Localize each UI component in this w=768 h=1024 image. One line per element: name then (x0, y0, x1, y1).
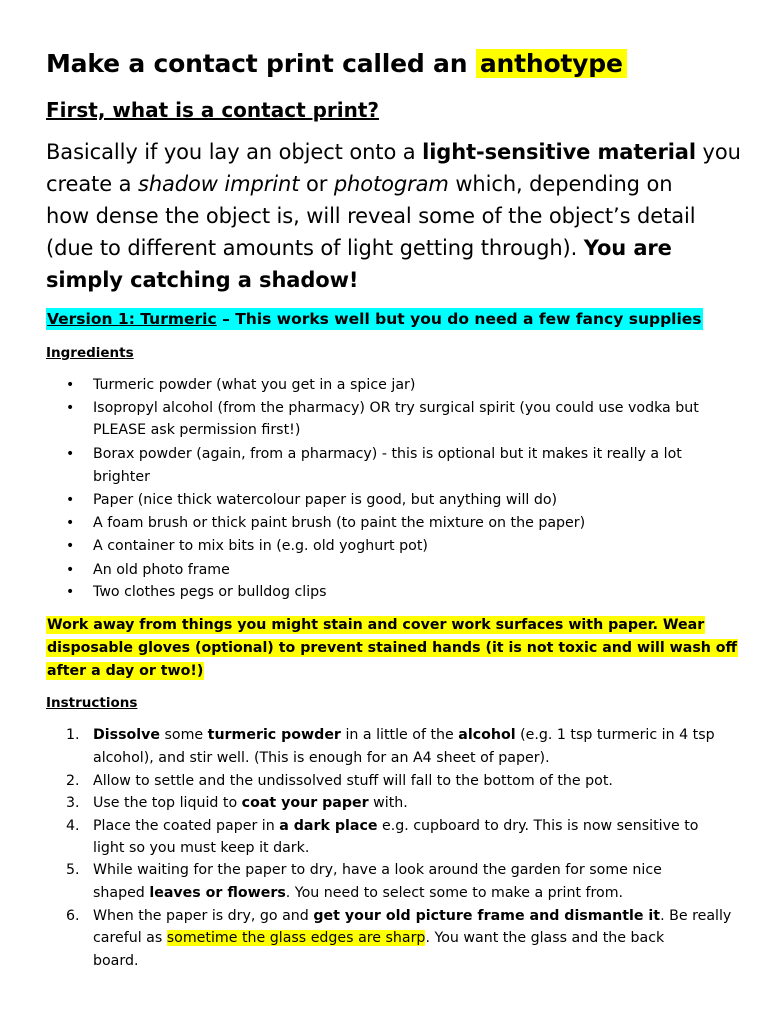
intro-bold-term: light-sensitive material (422, 140, 696, 164)
ingredient-item: Two clothes pegs or bulldog clips (93, 584, 327, 600)
instruction-step-1 (93, 724, 715, 746)
step-bold: coat your paper (241, 795, 369, 811)
step-text: in a little of the (340, 727, 459, 743)
step-number: 5. (66, 862, 80, 878)
step-text: . Be really (660, 908, 732, 924)
bullet-icon: • (66, 515, 75, 531)
instruction-step-1-continued: alcohol), and stir well. (This is enough for an A4 sheet of paper). (93, 750, 550, 766)
ingredient-item: A foam brush or thick paint brush (to paint the mixture on the paper) (93, 515, 586, 531)
ingredient-item: An old photo frame (93, 562, 230, 578)
intro-text: create a (46, 172, 138, 196)
intro-line-1 (46, 136, 741, 168)
bullet-icon: • (66, 538, 75, 554)
instruction-step-4-continued: light so you must keep it dark. (93, 840, 310, 856)
ingredients-heading: Ingredients (46, 345, 134, 361)
step-text: (e.g. 1 tsp turmeric in 4 tsp (515, 727, 715, 743)
warning-line-1 (46, 614, 705, 637)
version-heading (46, 306, 703, 332)
bullet-icon: • (66, 562, 75, 578)
bullet-icon: • (66, 377, 75, 393)
version-description: – This works well but you do need a few fancy supplies (216, 310, 702, 328)
step-highlight: sometime the glass edges are sharp (166, 930, 426, 946)
intro-line-4 (46, 232, 672, 264)
step-text: . You want the glass and the back (425, 930, 665, 946)
step-bold: alcohol (458, 727, 516, 743)
title-highlight: anthotype (476, 49, 627, 78)
step-text: shaped (93, 885, 150, 901)
step-bold: turmeric powder (207, 727, 341, 743)
step-text: Use the top liquid to (93, 795, 242, 811)
instruction-step-6-continued (93, 927, 664, 949)
version-label: Version 1: Turmeric (47, 310, 217, 328)
warning-text: Work away from things you might stain and cover work surfaces with paper. Wear (47, 617, 705, 633)
bullet-icon: • (66, 492, 75, 508)
intro-text: Basically if you lay an object onto a (46, 140, 423, 164)
version-highlight (46, 308, 703, 330)
instruction-step-6 (93, 905, 731, 927)
instruction-step-5-continued (93, 882, 623, 904)
intro-italic-term: shadow imprint (137, 172, 300, 196)
step-text: . You need to select some to make a print from. (285, 885, 624, 901)
step-number: 3. (66, 795, 80, 811)
intro-text: or (299, 172, 334, 196)
ingredient-item-continued: PLEASE ask permission first!) (93, 422, 301, 438)
intro-line-2 (46, 168, 672, 200)
ingredient-item: Isopropyl alcohol (from the pharmacy) OR try surgical spirit (you could use vodka but (93, 400, 699, 416)
instruction-step-6-continued-2: board. (93, 953, 139, 969)
step-bold: a dark place (279, 818, 378, 834)
intro-text: which, depending on (448, 172, 673, 196)
ingredient-item: A container to mix bits in (e.g. old yoghurt pot) (93, 538, 428, 554)
step-number: 4. (66, 818, 80, 834)
bullet-icon: • (66, 446, 75, 462)
intro-line-3: how dense the object is, will reveal some of the object’s detail (46, 204, 696, 228)
warning-line-3 (46, 660, 204, 683)
instruction-step-3 (93, 792, 408, 814)
step-bold: Dissolve (93, 727, 161, 743)
step-bold: get your old picture frame and dismantle it (313, 908, 661, 924)
warning-text: disposable gloves (optional) to prevent stained hands (it is not toxic and will wash off (47, 640, 738, 656)
instruction-step-5: While waiting for the paper to dry, have a look around the garden for some nice (93, 862, 662, 878)
ingredient-item: Paper (nice thick watercolour paper is good, but anything will do) (93, 492, 558, 508)
step-bold: leaves or flowers (149, 885, 286, 901)
step-number: 2. (66, 773, 80, 789)
ingredient-item: Borax powder (again, from a pharmacy) - this is optional but it makes it really a lot (93, 446, 682, 462)
step-text: with. (368, 795, 408, 811)
warning-text: after a day or two!) (47, 663, 204, 679)
step-number: 6. (66, 908, 80, 924)
instructions-heading: Instructions (46, 695, 138, 711)
bullet-icon: • (66, 584, 75, 600)
instruction-step-4 (93, 815, 698, 837)
intro-bold-text: You are (583, 236, 672, 260)
step-text: Place the coated paper in (93, 818, 280, 834)
step-number: 1. (66, 727, 80, 743)
step-text: e.g. cupboard to dry. This is now sensitive to (377, 818, 699, 834)
intro-text: you (695, 140, 741, 164)
warning-line-2 (46, 637, 738, 660)
step-text: When the paper is dry, go and (93, 908, 314, 924)
intro-line-5: simply catching a shadow! (46, 268, 359, 292)
instruction-step-2: Allow to settle and the undissolved stuff will fall to the bottom of the pot. (93, 773, 613, 789)
step-text: careful as (93, 930, 167, 946)
title-prefix: Make a contact print called an (46, 49, 476, 78)
ingredient-item-continued: brighter (93, 469, 150, 485)
intro-text: (due to different amounts of light getting through). (46, 236, 584, 260)
step-text: some (160, 727, 208, 743)
intro-italic-term: photogram (333, 172, 449, 196)
ingredient-item: Turmeric powder (what you get in a spice jar) (93, 377, 416, 393)
section-subtitle: First, what is a contact print? (46, 98, 380, 122)
page-title (46, 45, 627, 83)
bullet-icon: • (66, 400, 75, 416)
